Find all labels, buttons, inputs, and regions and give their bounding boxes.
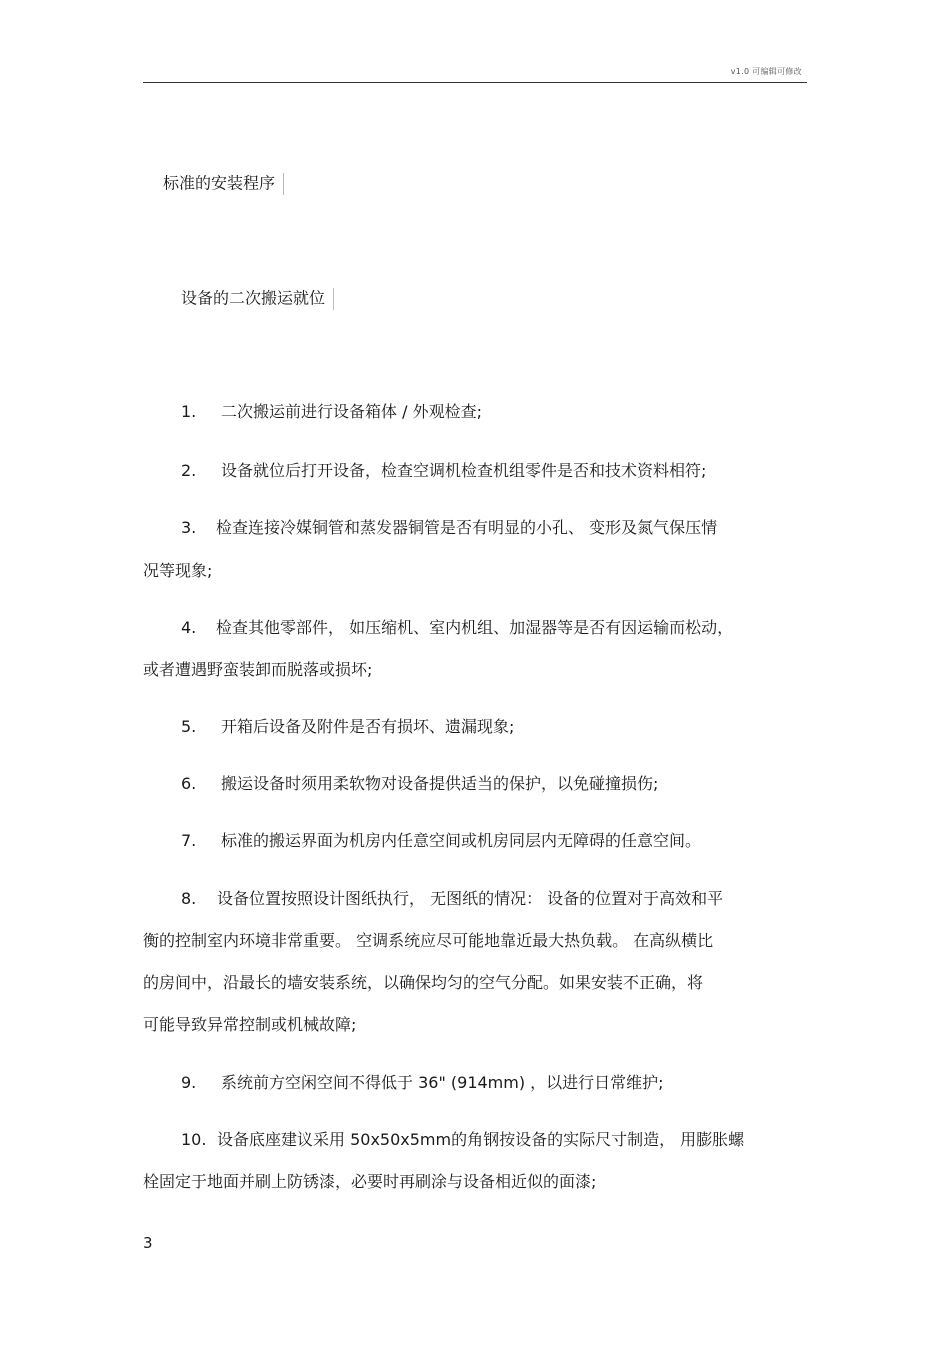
item-number: 9. <box>181 1073 197 1092</box>
list-item-10 <box>181 1130 744 1150</box>
header-version-text: v1.0 可编辑可修改 <box>730 67 802 76</box>
page-number: 3 <box>143 1234 153 1252</box>
list-item-8 <box>181 889 723 909</box>
item-number: 3. <box>181 518 197 537</box>
list-item-7 <box>181 831 701 851</box>
item-number: 7. <box>181 831 197 850</box>
list-item-5 <box>181 717 514 737</box>
item-number: 6. <box>181 774 197 793</box>
list-item-8-continuation: 的房间中，沿最长的墙安装系统，以确保均匀的空气分配。如果安装不正确，将 <box>143 973 704 992</box>
text-cursor-mark <box>333 288 334 310</box>
item-number: 1. <box>181 402 197 421</box>
item-number: 10. <box>181 1130 207 1149</box>
text-cursor-mark <box>283 173 284 195</box>
item-text: 设备就位后打开设备，检查空调机检查机组零件是否和技术资料相符; <box>221 461 707 480</box>
item-text: 系统前方空闲空间不得低于 36" (914mm) ，以进行日常维护; <box>221 1073 664 1092</box>
item-number: 5. <box>181 717 197 736</box>
item-text: 设备底座建议采用 50x50x5mm的角钢按设备的实际尺寸制造， 用膨胀螺 <box>217 1130 745 1149</box>
item-number: 4. <box>181 618 197 637</box>
item-number: 8. <box>181 889 197 908</box>
list-item-4-continuation: 或者遭遇野蛮装卸而脱落或损坏; <box>143 660 373 679</box>
heading-standard-procedure <box>163 173 284 195</box>
list-item-8-continuation: 可能导致异常控制或机械故障; <box>143 1015 357 1034</box>
item-text: 设备位置按照设计图纸执行， 无图纸的情况： 设备的位置对于高效和平 <box>217 889 724 908</box>
item-text: 标准的搬运界面为机房内任意空间或机房同层内无障碍的任意空间。 <box>221 831 702 850</box>
list-item-10-continuation: 栓固定于地面并刷上防锈漆，必要时再刷涂与设备相近似的面漆; <box>143 1172 597 1191</box>
list-item-6 <box>181 774 658 794</box>
header-rule <box>143 82 807 83</box>
list-item-3-continuation: 况等现象; <box>143 561 213 580</box>
item-text: 检查连接冷媒铜管和蒸发器铜管是否有明显的小孔、 变形及氮气保压情 <box>216 518 718 537</box>
item-number: 2. <box>181 461 197 480</box>
list-item-2 <box>181 461 706 481</box>
list-item-8-continuation: 衡的控制室内环境非常重要。 空调系统应尽可能地靠近最大热负载。 在高纵横比 <box>143 931 714 950</box>
heading-text: 设备的二次搬运就位 <box>181 288 326 308</box>
list-item-9 <box>181 1073 664 1093</box>
item-text: 开箱后设备及附件是否有损坏、遗漏现象; <box>221 717 515 736</box>
heading-secondary-transport <box>181 288 334 310</box>
item-text: 搬运设备时须用柔软物对设备提供适当的保护，以免碰撞损伤; <box>221 774 659 793</box>
item-text: 二次搬运前进行设备箱体 / 外观检查; <box>221 402 482 421</box>
heading-text: 标准的安装程序 <box>163 173 276 193</box>
list-item-3 <box>181 518 717 538</box>
item-text: 检查其他零部件， 如压缩机、室内机组、加湿器等是否有因运输而松动， <box>216 618 734 637</box>
list-item-1 <box>181 402 482 422</box>
list-item-4 <box>181 618 733 638</box>
